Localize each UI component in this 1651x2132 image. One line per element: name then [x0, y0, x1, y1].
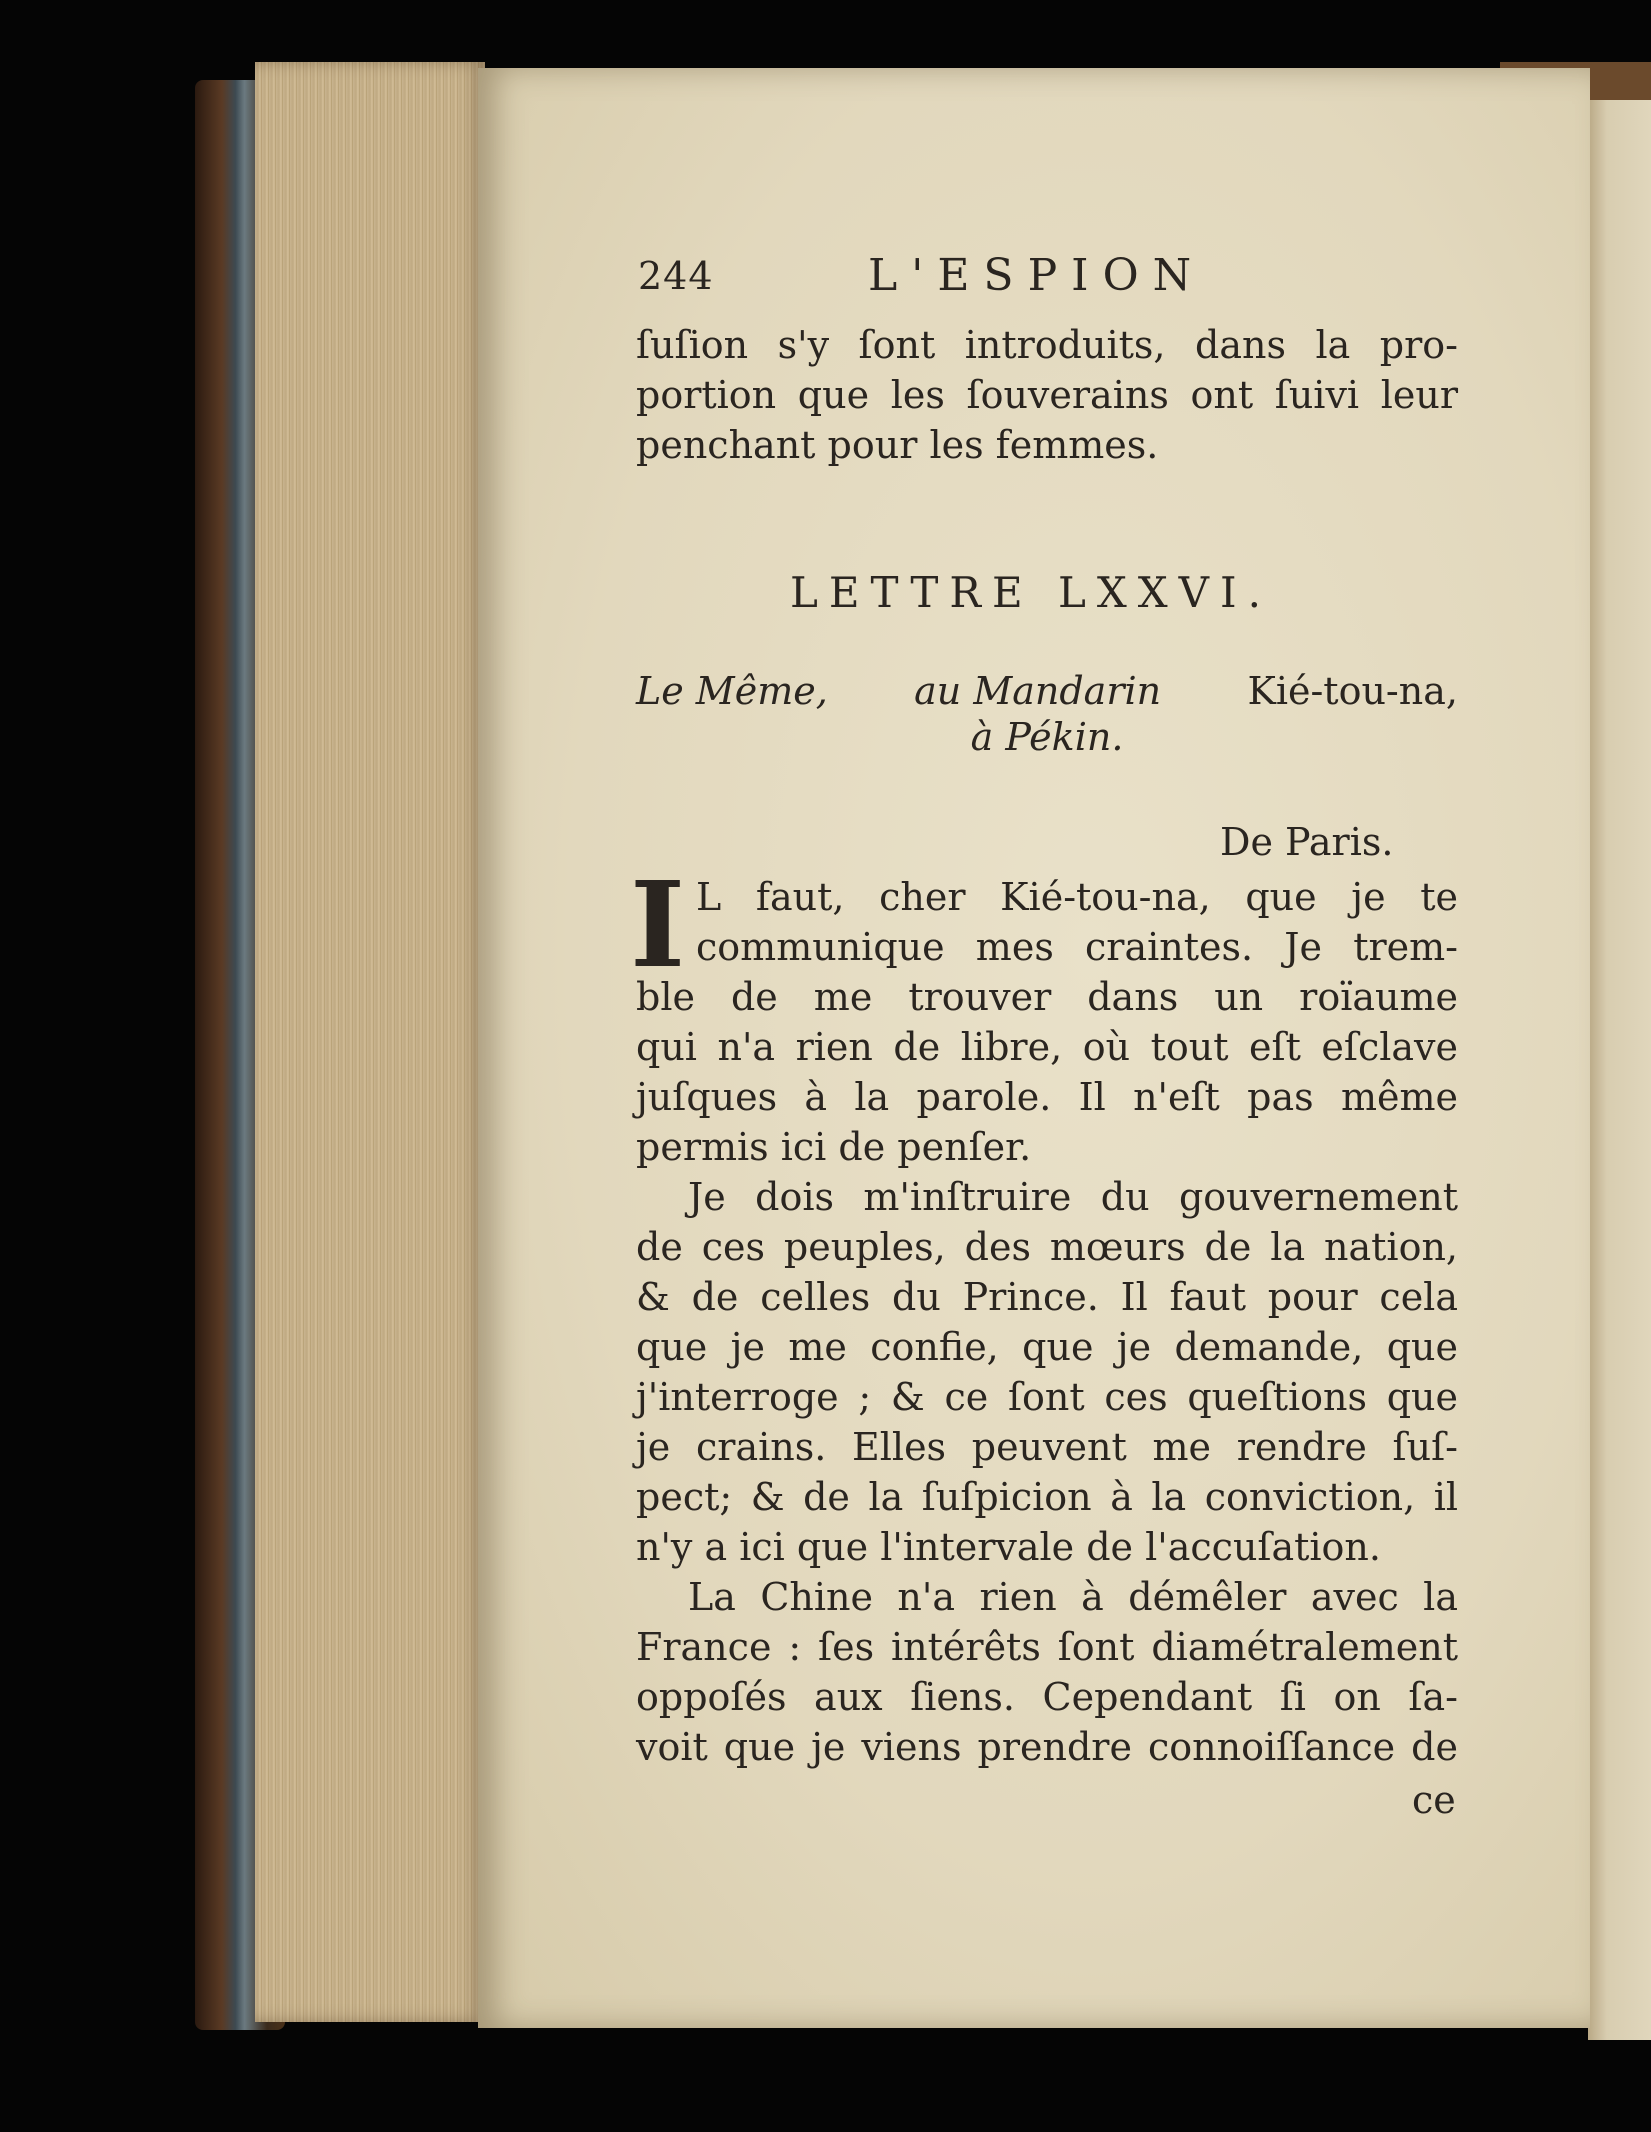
text-line: La Chine n'a rien à démêler avec la [688, 1575, 1458, 1619]
to-mandarin: au Mandarin [914, 669, 1162, 713]
catchword: ce [1412, 1778, 1456, 1822]
text-line: communique mes craintes. Je trem- [696, 925, 1458, 969]
recipient-name: Kié-tou-na, [1247, 669, 1458, 713]
text-line: L faut, cher Kié-tou-na, que je te [696, 875, 1458, 919]
text-line: & de celles du Prince. Il faut pour cela [636, 1275, 1458, 1319]
text-line: juſques à la parole. Il n'eſt pas même [636, 1075, 1458, 1119]
text-line: pect; & de la ſuſpicion à la conviction, il [636, 1475, 1458, 1519]
text-line: France : ſes intérêts ſont diamétralement [636, 1625, 1458, 1669]
page-number: 244 [638, 254, 714, 298]
text-line: je crains. Elles peuvent me rendre ſuſ- [636, 1425, 1458, 1469]
text-line: voit que je viens prendre connoiſſance de [636, 1725, 1458, 1769]
text-line: ſuſion s'y ſont introduits, dans la pro- [636, 323, 1458, 367]
letter-heading: LETTRE LXXVI. [790, 568, 1272, 617]
recipient-place: à Pékin. [970, 715, 1124, 759]
drop-cap: I [630, 855, 686, 994]
text-line: oppoſés aux ſiens. Cependant ſi on ſa- [636, 1675, 1458, 1719]
text-line: Je dois m'inſtruire du gouvernement [688, 1175, 1458, 1219]
dateline: De Paris. [1220, 820, 1394, 864]
text-line: ble de me trouver dans un roïaume [636, 975, 1458, 1019]
text-line: penchant pour les femmes. [636, 423, 1159, 467]
address-line [636, 668, 1458, 714]
letter-address [636, 668, 1458, 760]
text-line: que je me confie, que je demande, que [636, 1325, 1458, 1369]
text-line: portion que les ſouverains ont ſuivi leur [636, 373, 1458, 417]
text-line: n'y a ici que l'intervale de l'accuſation. [636, 1525, 1381, 1569]
sender: Le Même, [636, 669, 828, 713]
text-line: j'interroge ; & ce ſont ces queſtions que [636, 1375, 1458, 1419]
running-title: L'ESPION [868, 250, 1206, 301]
text-line: permis ici de penſer. [636, 1125, 1032, 1169]
text-line: de ces peuples, des mœurs de la nation, [636, 1225, 1458, 1269]
text-line: qui n'a rien de libre, où tout eſt eſclave [636, 1025, 1458, 1069]
